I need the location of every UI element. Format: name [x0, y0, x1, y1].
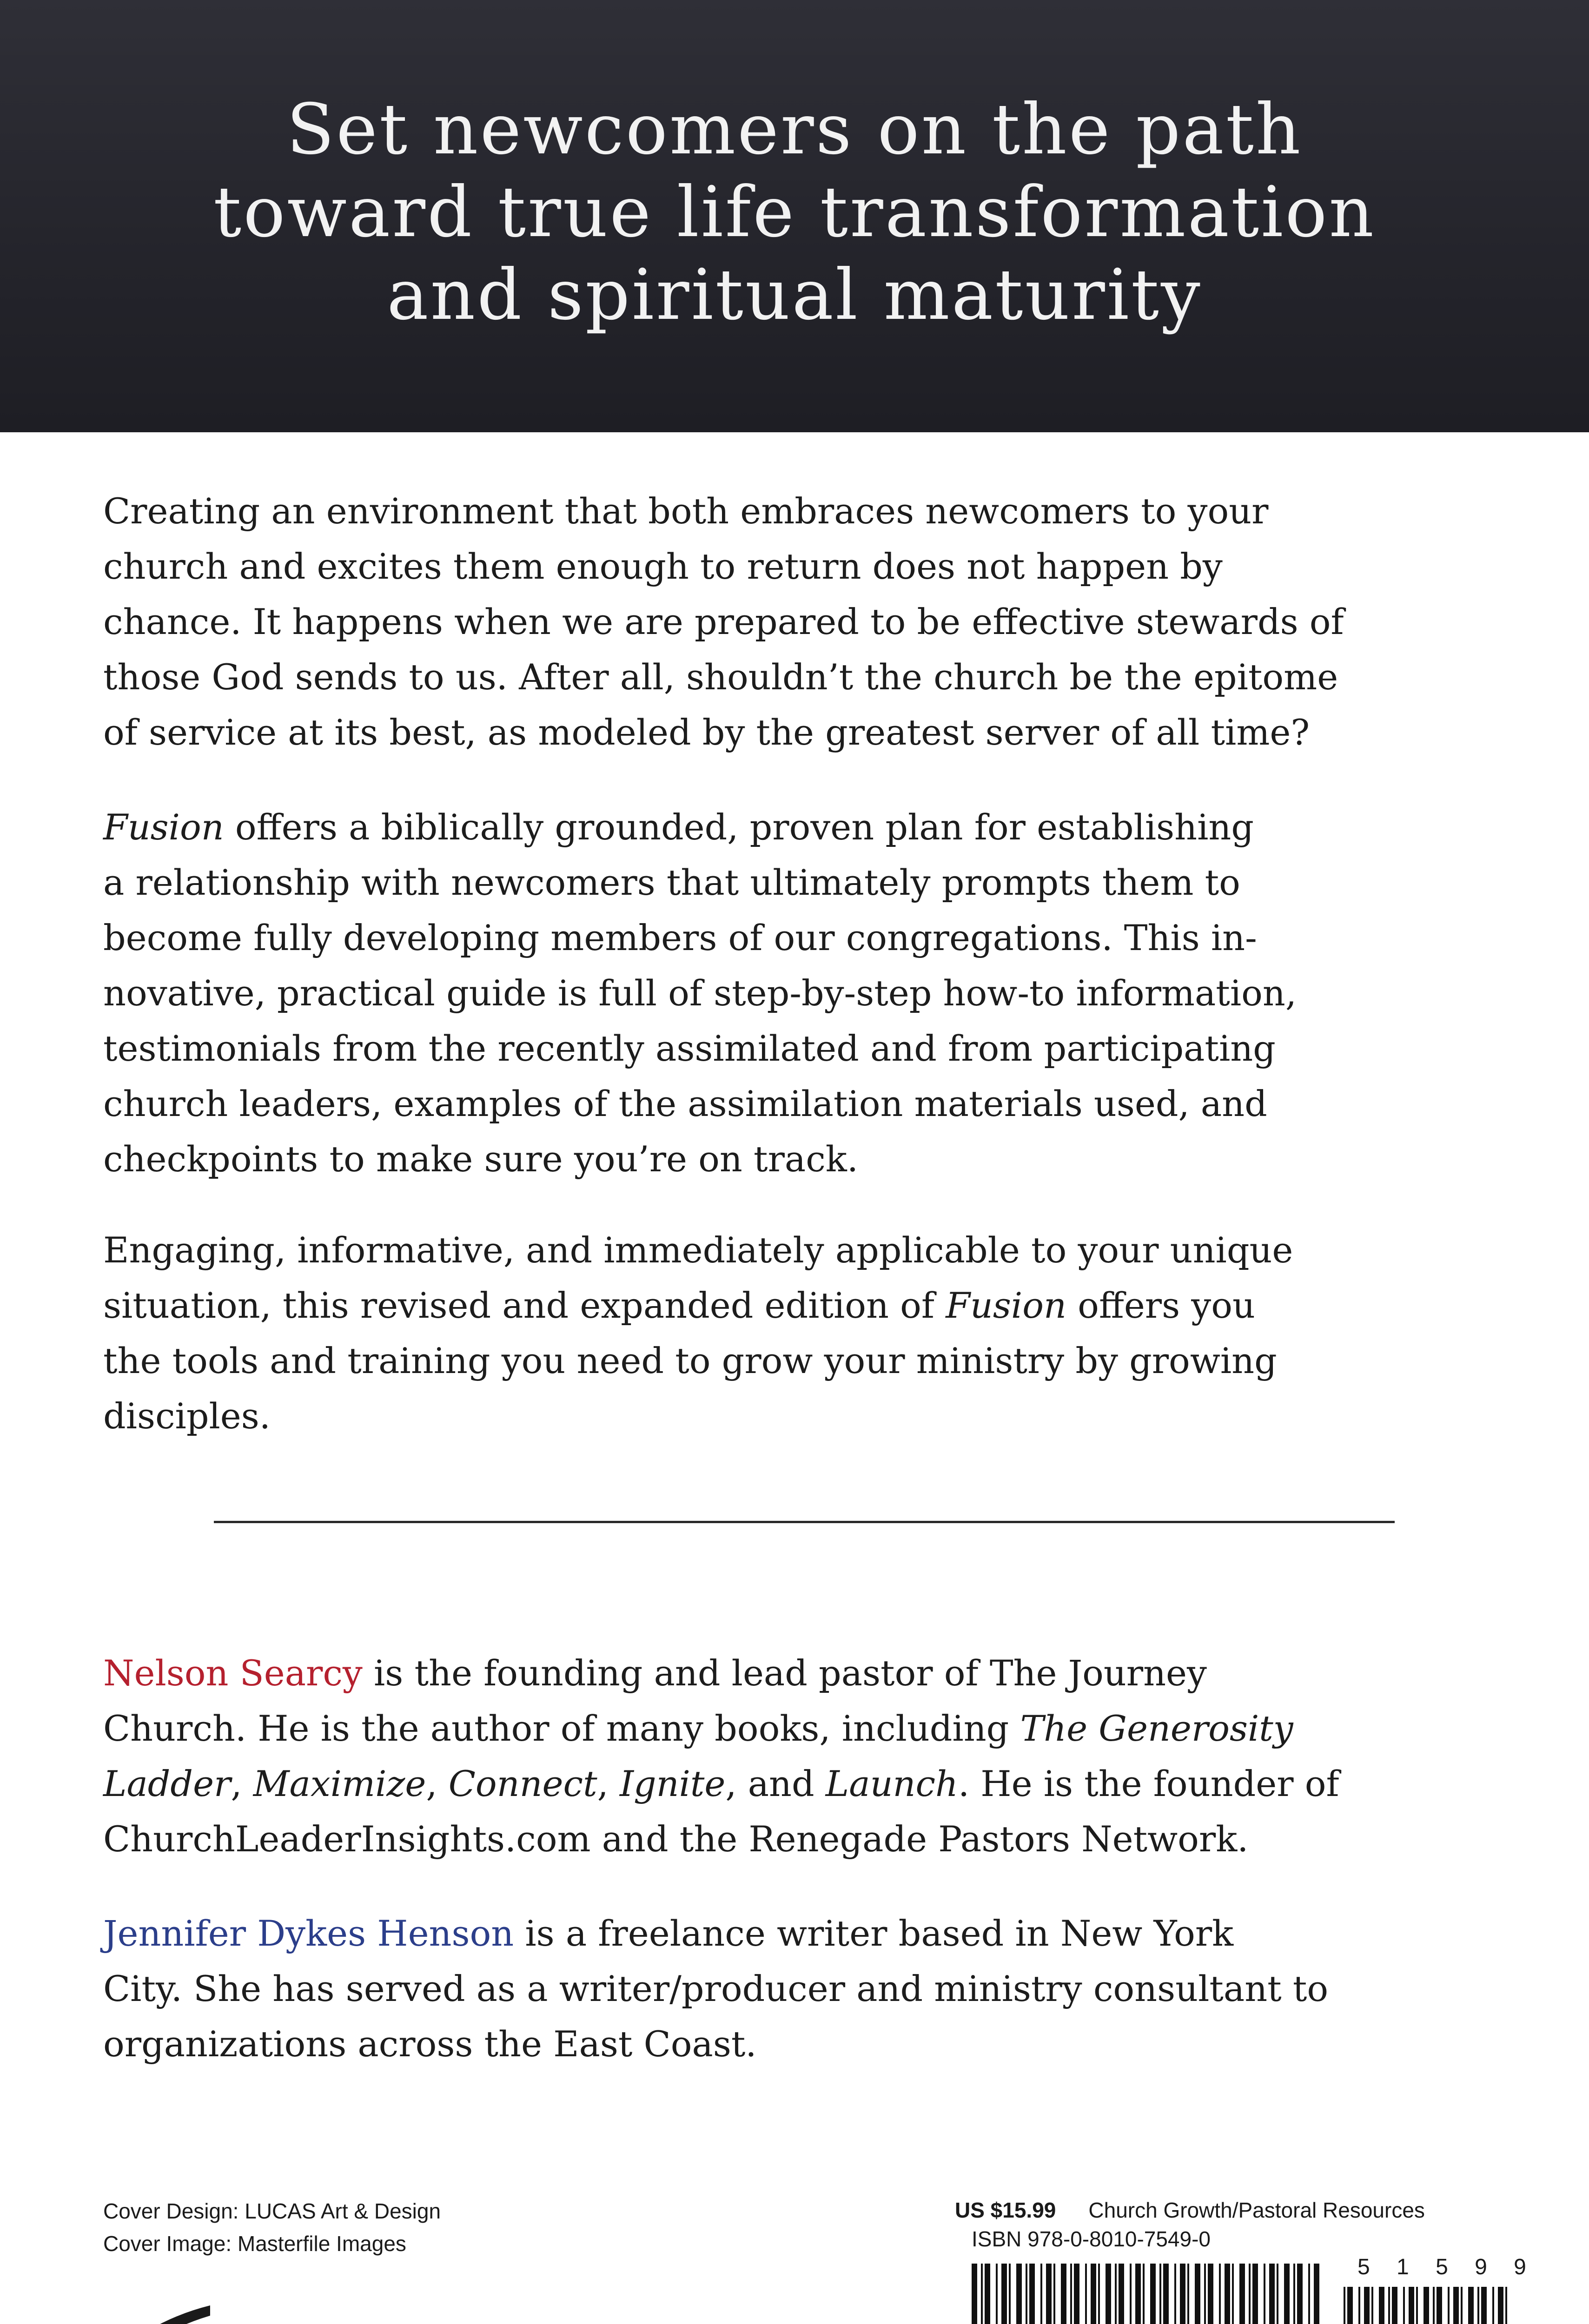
text-line: [103, 799, 1489, 855]
barcode-addon-digits: 5 1 5 9 9: [1357, 2255, 1536, 2279]
barcode-bar: [1481, 2287, 1487, 2324]
text-line: ChurchLeaderInsights.com and the Renegade Pastors Network.: [103, 1818, 1249, 1860]
text-fragment: ,: [426, 1763, 449, 1804]
book-title: Fusion: [103, 806, 224, 848]
barcode-bar: [1239, 2264, 1245, 2324]
text-fragment: . He is the founder of: [958, 1763, 1339, 1804]
description-paragraph-1: [103, 483, 1489, 760]
barcode-bar: [1403, 2287, 1405, 2324]
text-fragment: is the founding and lead pastor of The Journey: [362, 1652, 1207, 1694]
publisher-logo: [103, 2287, 615, 2324]
text-line: of service at its best, as modeled by the greatest server of all time?: [103, 712, 1310, 753]
barcode: [948, 2255, 1536, 2324]
text-fragment: offers a biblically grounded, proven plan for establishing: [224, 806, 1254, 848]
text-line: Creating an environment that both embraces newcomers to your: [103, 490, 1269, 532]
barcode-bar: [1498, 2287, 1503, 2324]
barcode-bar: [996, 2264, 998, 2324]
text-line: church leaders, examples of the assimilation materials used, and: [103, 1083, 1267, 1124]
barcode-bar: [1174, 2264, 1176, 2324]
cover-credits: [103, 2195, 441, 2260]
author-name: Nelson Searcy: [103, 1652, 363, 1694]
text-line: church and excites them enough to return does not happen by: [103, 546, 1223, 587]
barcode-bar: [1046, 2264, 1052, 2324]
text-line: Engaging, informative, and immediately applicable to your unique: [103, 1229, 1293, 1271]
text-line: [103, 1906, 1489, 1961]
barcode-bar: [981, 2264, 983, 2324]
text-fragment: situation, this revised and expanded edition of: [103, 1285, 946, 1326]
barcode-bar: [1264, 2264, 1265, 2324]
barcode-bar: [1204, 2264, 1206, 2324]
book-title: Ignite: [619, 1763, 726, 1804]
cover-design-credit: Cover Design: LUCAS Art & Design: [103, 2199, 441, 2223]
text-line: disciples.: [103, 1395, 271, 1437]
barcode-bar: [1297, 2264, 1303, 2324]
barcode-bar: [1347, 2287, 1353, 2324]
barcode-bar: [1461, 2287, 1463, 2324]
barcode-bar: [1448, 2287, 1450, 2324]
book-title: Ladder: [103, 1763, 231, 1804]
text-line: novative, practical guide is full of step-by-step how-to information,: [103, 972, 1297, 1014]
barcode-bar: [1388, 2287, 1390, 2324]
barcode-bar: [1009, 2264, 1011, 2324]
text-fragment: offers you: [1066, 1285, 1255, 1326]
barcode-bar: [1423, 2287, 1429, 2324]
barcode-bar: [1135, 2264, 1141, 2324]
barcode-bar: [1143, 2264, 1145, 2324]
book-title: Fusion: [946, 1285, 1066, 1326]
open-book-icon: [103, 2287, 219, 2324]
barcode-bar: [1130, 2264, 1132, 2324]
book-title: Connect: [448, 1763, 597, 1804]
barcode-bar: [1001, 2264, 1007, 2324]
headline: [0, 88, 1589, 337]
barcode-bar: [1115, 2264, 1117, 2324]
barcode-bar: [1358, 2287, 1360, 2324]
isbn: ISBN 978-0-8010-7549-0: [972, 2227, 1211, 2251]
description-paragraph-2: [103, 799, 1489, 1187]
barcode-bar: [1091, 2264, 1096, 2324]
barcode-bar: [1040, 2264, 1042, 2324]
book-title: Launch: [825, 1763, 958, 1804]
text-line: a relationship with newcomers that ultimately prompts them to: [103, 862, 1240, 903]
barcode-bar: [1106, 2264, 1111, 2324]
barcode-bar: [1364, 2287, 1370, 2324]
description-paragraph-3: [103, 1222, 1489, 1444]
barcode-bar: [1409, 2287, 1414, 2324]
barcode-bar: [1416, 2287, 1418, 2324]
barcode-bar: [1119, 2264, 1124, 2324]
barcode-bar: [1293, 2264, 1295, 2324]
book-title: The Generosity: [1020, 1708, 1293, 1749]
section-divider: [214, 1521, 1395, 1523]
barcode-bar: [1070, 2264, 1072, 2324]
barcode-bar: [1085, 2264, 1087, 2324]
barcode-bar: [1163, 2264, 1169, 2324]
barcode-bar: [1195, 2264, 1200, 2324]
barcode-bar: [1026, 2264, 1027, 2324]
text-line: become fully developing members of our congregations. This in-: [103, 917, 1257, 958]
text-line: those God sends to us. After all, shouldn’t the church be the epitome: [103, 656, 1338, 698]
barcode-bar: [985, 2264, 990, 2324]
barcode-bar: [1208, 2264, 1213, 2324]
barcode-bar: [1392, 2287, 1397, 2324]
text-fragment: ,: [231, 1763, 253, 1804]
barcode-bar: [1187, 2264, 1189, 2324]
barcode-bar: [1061, 2264, 1066, 2324]
barcode-bar: [1437, 2287, 1442, 2324]
barcode-bar: [1150, 2264, 1156, 2324]
barcode-bar: [1344, 2287, 1345, 2324]
barcode-bar: [1249, 2264, 1251, 2324]
barcode-bar: [1180, 2264, 1185, 2324]
text-line: [103, 1701, 1489, 1756]
barcode-bar: [1053, 2264, 1055, 2324]
barcode-bar: [1453, 2287, 1459, 2324]
barcode-bar: [1284, 2264, 1290, 2324]
barcode-bar: [1252, 2264, 1258, 2324]
price: US $15.99: [955, 2198, 1056, 2222]
barcode-bar: [1277, 2264, 1278, 2324]
text-line: City. She has served as a writer/producer and ministry consultant to: [103, 1968, 1329, 2009]
barcode-bar: [1477, 2287, 1479, 2324]
barcode-bar: [1016, 2264, 1022, 2324]
barcode-bar: [1029, 2264, 1035, 2324]
category: Church Growth/Pastoral Resources: [1088, 2198, 1425, 2222]
text-line: the tools and training you need to grow your ministry by growing: [103, 1340, 1277, 1381]
barcode-bar: [1098, 2264, 1100, 2324]
barcode-bar: [1492, 2287, 1494, 2324]
barcode-bar: [1219, 2264, 1221, 2324]
barcode-bar: [1225, 2264, 1230, 2324]
text-line: testimonials from the recently assimilated and from participating: [103, 1028, 1276, 1069]
text-fragment: ,: [597, 1763, 620, 1804]
barcode-bar: [1371, 2287, 1373, 2324]
barcode-bar: [1505, 2287, 1507, 2324]
barcode-bar: [1269, 2264, 1275, 2324]
barcode-bar: [1314, 2264, 1319, 2324]
barcode-bar: [972, 2264, 977, 2324]
cover-image-credit: Cover Image: Masterfile Images: [103, 2232, 406, 2256]
headline-line: toward true life transformation: [213, 172, 1376, 253]
author-bio-searcy: [103, 1645, 1489, 1867]
text-line: [103, 1278, 1489, 1333]
text-fragment: Church. He is the author of many books, including: [103, 1708, 1020, 1749]
barcode-bar: [1308, 2264, 1310, 2324]
barcode-bar: [1232, 2264, 1234, 2324]
barcode-bar: [1468, 2287, 1474, 2324]
text-line: chance. It happens when we are prepared to be effective stewards of: [103, 601, 1344, 642]
text-line: [103, 1756, 1489, 1811]
text-fragment: is a freelance writer based in New York: [514, 1913, 1234, 1954]
headline-line: and spiritual maturity: [387, 255, 1202, 336]
headline-line: Set newcomers on the path: [286, 89, 1303, 170]
text-line: organizations across the East Coast.: [103, 2023, 757, 2065]
text-fragment: , and: [725, 1763, 826, 1804]
barcode-bar: [1379, 2287, 1384, 2324]
barcode-bar: [1433, 2287, 1435, 2324]
book-title: Maximize: [253, 1763, 426, 1804]
barcode-bar: [1074, 2264, 1079, 2324]
price-category-line: [955, 2195, 1425, 2225]
author-name: Jennifer Dykes Henson: [103, 1913, 514, 1954]
text-line: checkpoints to make sure you’re on track.: [103, 1138, 858, 1180]
text-line: [103, 1645, 1489, 1701]
author-bio-henson: [103, 1906, 1489, 2072]
barcode-bar: [1159, 2264, 1161, 2324]
